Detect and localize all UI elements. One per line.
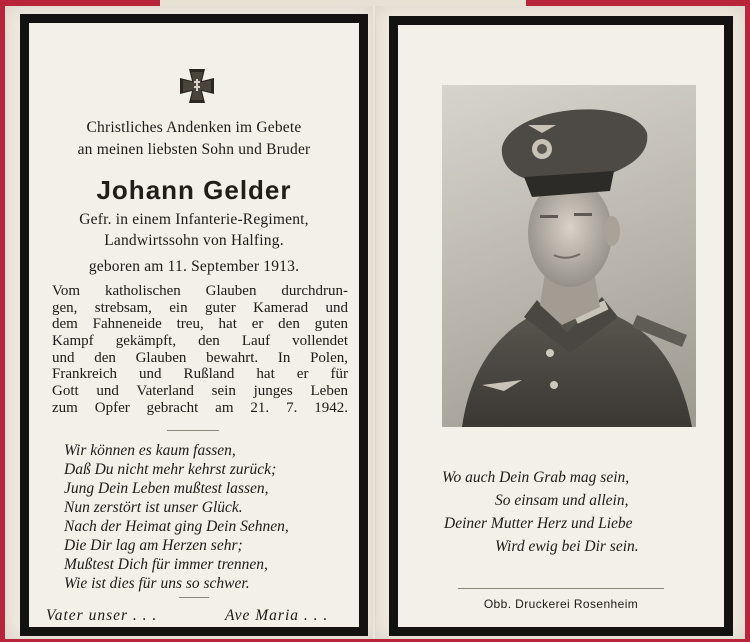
poem-line: Daß Du nicht mehr kehrst zurück; (64, 461, 277, 478)
tribute-line: Vom katholischen Glauben durchdrun- (52, 283, 348, 299)
deceased-name: Johann Gelder (96, 175, 292, 205)
poem-line: Die Dir lag am Herzen sehr; (64, 537, 243, 554)
divider (179, 597, 209, 598)
tribute-line: Gott und Vaterland sein junges Leben (52, 383, 348, 400)
tribute-line: und den Glauben bewahrt. In Polen, (52, 349, 348, 366)
poem-line: Nun zerstört ist unser Glück. (64, 499, 243, 516)
rank-line-2: Landwirtssohn von Halfing. (104, 232, 284, 249)
intro-line-2: an meinen liebsten Sohn und Bruder (77, 141, 311, 158)
iron-cross-icon (172, 61, 222, 111)
tribute-line: dem Fahneneide treu, hat er den guten (52, 316, 348, 333)
poem-line: Jung Dein Leben mußtest lassen, (64, 480, 269, 497)
poem-line: Wie ist dies für uns so schwer. (64, 575, 250, 592)
divider (167, 430, 219, 431)
divider (458, 588, 664, 589)
rank-line-1: Gefr. in einem Infanterie-Regiment, (79, 211, 309, 228)
tribute-line: Kampf gekämpft, den Lauf vollendet (52, 333, 348, 350)
tribute-paragraph (52, 283, 348, 417)
right-mourning-frame (389, 16, 733, 636)
birth-date: geboren am 11. September 1913. (88, 258, 300, 275)
poem-line: Nach der Heimat ging Dein Sehnen, (64, 518, 289, 535)
memorial-verse-line: Deiner Mutter Herz und Liebe (444, 515, 633, 532)
poem-line: Mußtest Dich für immer trennen, (64, 556, 268, 573)
memorial-verse-line: Wo auch Dein Grab mag sein, (442, 469, 630, 486)
memorial-verse-line: So einsam und allein, (495, 492, 629, 509)
intro-line-1: Christliches Andenken im Gebete (86, 119, 302, 136)
prayer-our-father: Vater unser . . . (46, 607, 158, 624)
poem-line: Wir können es kaum fassen, (64, 442, 236, 459)
tribute-line: gen, strebsam, ein guter Kamerad und (52, 299, 348, 316)
tribute-line: zum Opfer gebracht am 21. 7. 1942. (52, 399, 348, 416)
memorial-verse-line: Wird ewig bei Dir sein. (495, 538, 639, 555)
left-mourning-frame (20, 14, 368, 636)
fold-crease (372, 6, 376, 639)
printer-credit: Obb. Druckerei Rosenheim (483, 597, 639, 611)
tribute-line: Frankreich und Rußland hat er für (52, 366, 348, 383)
prayer-hail-mary: Ave Maria . . . (225, 607, 329, 624)
soldier-portrait-image (442, 85, 696, 427)
soldier-portrait-photo (442, 85, 696, 427)
